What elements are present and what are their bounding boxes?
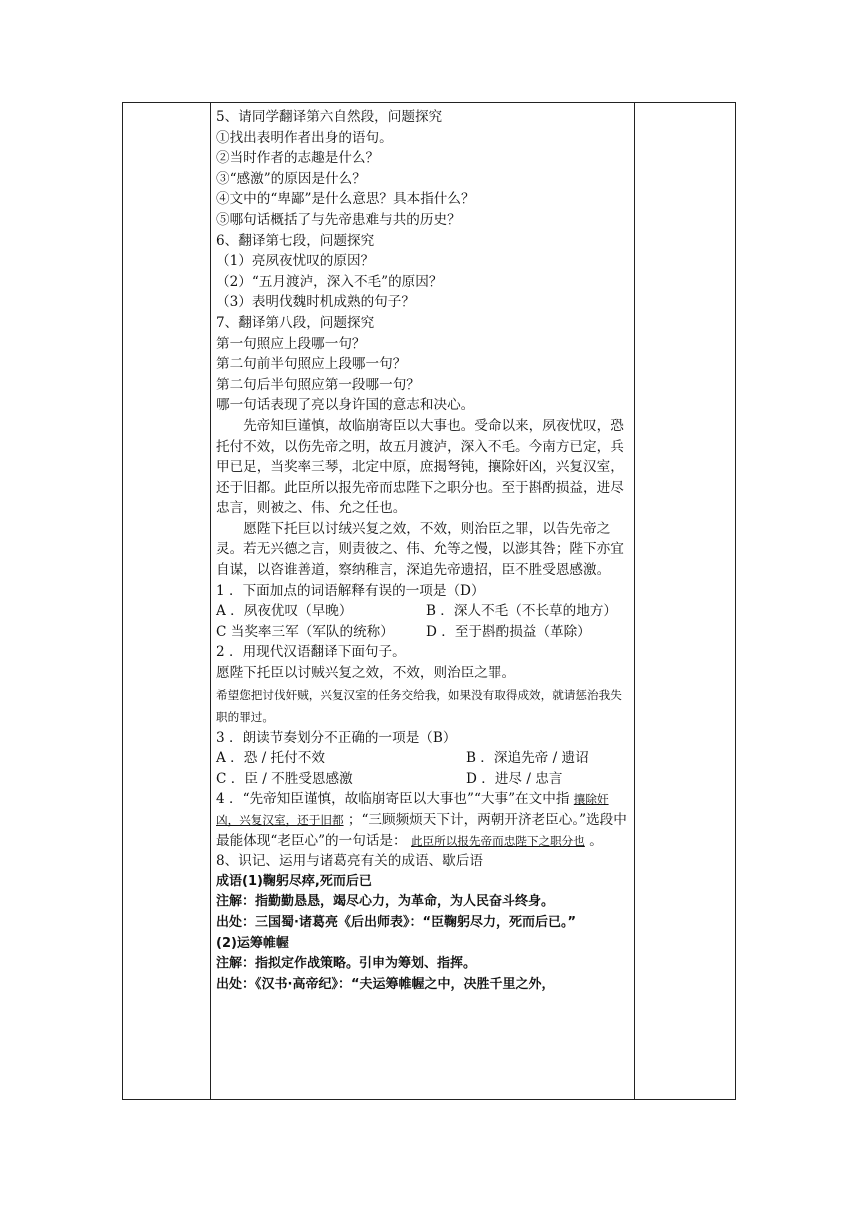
line-9: （2）“五月渡泸，深入不毛”的原因？ (216, 273, 443, 290)
idiom-2-source: 出处：《汉书·高帝纪》：“夫运筹帷幄之中，决胜千里之外， (216, 976, 555, 992)
section-8-title: 8、识记、运用与诸葛亮有关的成语、歇后语 (216, 853, 483, 870)
question-4 (216, 789, 628, 851)
question-3-options-row-2 (216, 769, 628, 790)
question-4-answer-1: 攘除奸凶，兴复汉室，还于旧都 (216, 792, 609, 827)
question-3-stem: 3 ．朗读节奏划分不正确的一项是（B） (216, 729, 457, 746)
idiom-1-note: 注解：指勤勤恳恳，竭尽心力，为革命，为人民奋斗终身。 (216, 894, 555, 910)
question-4-text-3: 。 (589, 832, 603, 849)
line-7: 6、翻译第七段，问题探究 (216, 232, 375, 249)
line-10: （3）表明伐魏时机成熟的句子？ (216, 294, 415, 311)
idiom-1-title: 成语(1)鞠躬尽瘁,死而后已 (216, 873, 372, 889)
question-4-text-2: ；“三顾频烦天下计，两朝开济老臣心。”选段中最能体现“老臣心”的一句话是： (216, 812, 627, 849)
idiom-1-source: 出处：三国蜀·诸葛亮《后出师表》：“臣鞠躬尽力，死而后已。” (216, 914, 577, 930)
question-1-stem: 1 ．下面加点的词语解释有误的一项是（D） (216, 582, 485, 599)
column-divider-right (634, 103, 635, 1099)
line-8: （1）亮夙夜忧叹的原因？ (216, 253, 375, 270)
passage-paragraph-2: 愿陛下托巨以讨绒兴复之效，不效，则治臣之罪，以告先帝之灵。若无兴德之言，则责彼之、伟、允等之慢，以澎其咎；陛下亦宜自谋，以咨谁善道，察纳稚言，深追先帝遗招，臣不胜受恩感激。 (216, 520, 624, 579)
question-1-options-row-2 (216, 622, 628, 643)
content-cell (216, 107, 628, 995)
question-1-option-a: A ．夙夜优叹（早晚） (216, 603, 353, 620)
question-2-sentence: 愿陛下托臣以讨贼兴复之效，不效，则治臣之罪。 (216, 665, 516, 682)
line-15: 哪一句话表现了亮以身许国的意志和决心。 (216, 397, 475, 414)
question-4-text-1: 4 ．“先帝知臣谨慎，故临崩寄臣以大事也”“大事”在文中指 (216, 791, 570, 808)
question-3-option-b: B ．深追先帝 / 遗诏 (466, 750, 589, 767)
lesson-table (122, 102, 736, 1100)
question-1-options-row-1 (216, 601, 628, 622)
question-3-option-d: D ．进尽 / 忠言 (466, 770, 563, 787)
line-4: ③“感激”的原因是什么？ (216, 170, 366, 187)
column-divider-left (210, 103, 211, 1099)
line-6: ⑤哪句话概括了与先帝患难与共的历史？ (216, 211, 461, 228)
line-13: 第二句前半句照应上段哪一句？ (216, 356, 407, 373)
line-1: 5、请同学翻译第六自然段，问题探究 (216, 109, 443, 125)
line-3: ②当时作者的志趣是什么？ (216, 150, 380, 167)
idiom-2-title: (2)运筹帷幄 (216, 935, 289, 951)
question-1-option-d: D ．至于斟酌损益（革除） (426, 623, 591, 640)
question-2-stem: 2 ．用现代汉语翻译下面句子。 (216, 644, 406, 661)
line-11: 7、翻译第八段，问题探究 (216, 314, 375, 331)
line-5: ④文中的“卑鄙”是什么意思？具本指什么？ (216, 191, 475, 208)
idiom-2-note: 注解：指拟定作战策略。引申为筹划、指挥。 (216, 956, 477, 972)
question-3-options-row-1 (216, 748, 628, 769)
question-3-option-a: A ．恐 / 托付不效 (216, 750, 325, 767)
question-1-option-b: B ．深人不毛（不长草的地方） (426, 603, 618, 620)
question-4-answer-2: 此臣所以报先帝而忠陛下之职分也 (410, 833, 585, 848)
question-3-option-c: C ．臣 / 不胜受恩感激 (216, 770, 353, 787)
line-12: 第一句照应上段哪一句？ (216, 335, 366, 352)
line-14: 第二句后半句照应第一段哪一句？ (216, 376, 420, 393)
passage-paragraph-1: 先帝知巨谨慎，故临崩寄臣以大事也。受命以来，夙夜忧叹，恐托付不效，以伤先帝之明，故五月渡泸，深入不毛。今南方已定，兵甲已足，当奖率三琴，北定中原，庶揭弩钝，攘除奸凶，兴复汉室，还于旧都。此臣所以报先帝而忠陛下之职分也。至于斟酌损益，进尽忠言，则被之、伟、允之任也。 (216, 417, 624, 517)
question-2-answer: 希望您把讨伐奸贼，兴复汉室的任务交给我，如果没有取得成效，就请惩治我失职的罪过。 (216, 687, 622, 724)
question-1-option-c: C 当奖率三军（军队的统称） (216, 623, 394, 640)
line-2: ①找出表明作者出身的语句。 (216, 129, 393, 146)
